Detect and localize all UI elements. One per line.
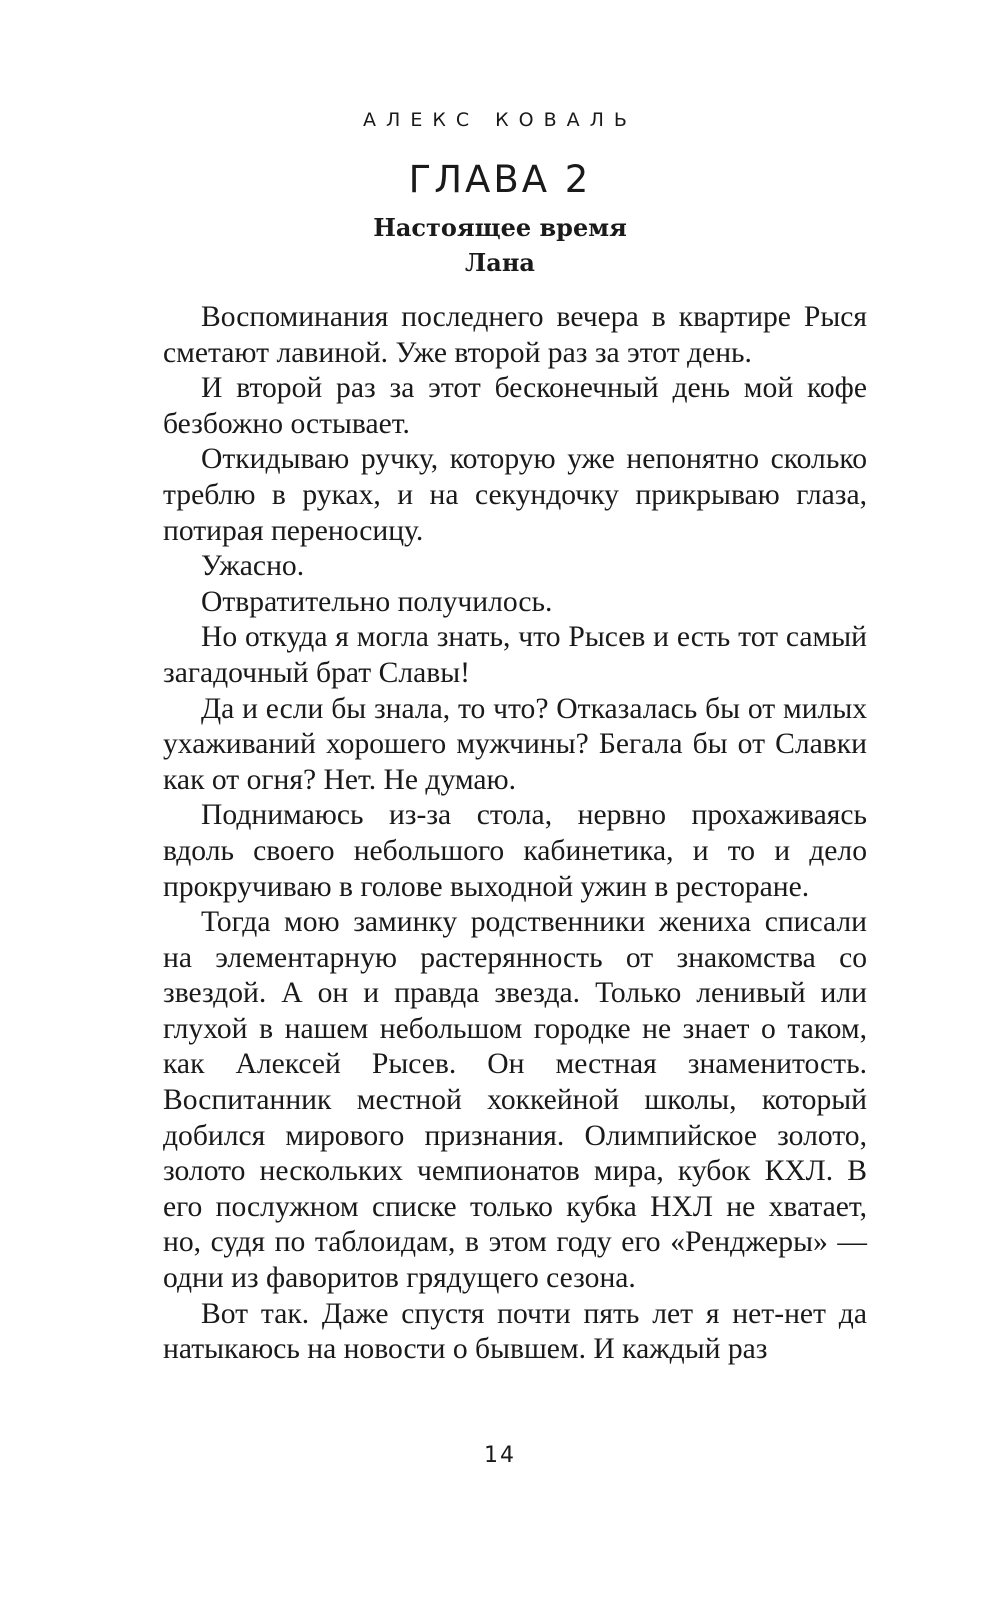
body-text <box>163 300 867 1368</box>
paragraph: Вот так. Даже спустя почти пять лет я нет-нет да натыкаюсь на новости о бывшем. И каждый раз <box>163 1297 867 1366</box>
chapter-title: ГЛАВА 2 <box>408 158 592 201</box>
chapter-subtitle-time: Настоящее время <box>373 213 627 242</box>
paragraph: И второй раз за этот бесконечный день мой кофе безбожно остывает. <box>163 372 867 440</box>
running-head-author: АЛЕКС КОВАЛЬ <box>363 109 637 131</box>
paragraph: Тогда мою заминку родственники жениха списали на элементарную растерянность от знакомства со звездой. А он и правда звезда. Только ленивый или глухой в нашем небольшом городке не знает о таком, как Алексей Рысев. Он местная знаменитость. Воспитанник местной хоккейной школы, который добился мирового признания. Олимпийское золото, золото нескольких чемпионатов мира, кубок КХЛ. В его послужном списке только кубка НХЛ не хватает, но, судя по таблоидам, в этом году его «Ренджеры» — одни из фаворитов грядущего сезона. <box>163 906 867 1295</box>
paragraph: Отвратительно получилось. <box>201 585 553 618</box>
page-number: 14 <box>484 1443 516 1468</box>
paragraph: Воспоминания последнего вечера в квартире Рыся сметают лавиной. Уже второй раз за этот день. <box>163 301 867 369</box>
paragraph: Поднимаюсь из-за стола, нервно прохаживаясь вдоль своего небольшого кабинетика, и то и дело прокручиваю в голове выходной ужин в ресторане. <box>163 799 867 903</box>
paragraph: Но откуда я могла знать, что Рысев и есть тот самый загадочный брат Славы! <box>163 621 867 689</box>
chapter-subtitle-pov: Лана <box>465 248 535 277</box>
paragraph: Да и если бы знала, то что? Отказалась бы от милых ухаживаний хорошего мужчины? Бегала бы от Славки как от огня? Нет. Не думаю. <box>163 692 867 796</box>
paragraph: Откидываю ручку, которую уже непонятно сколько треблю в руках, и на секундочку прикрываю глаза, потирая переносицу. <box>163 443 867 547</box>
paragraph: Ужасно. <box>201 550 305 583</box>
